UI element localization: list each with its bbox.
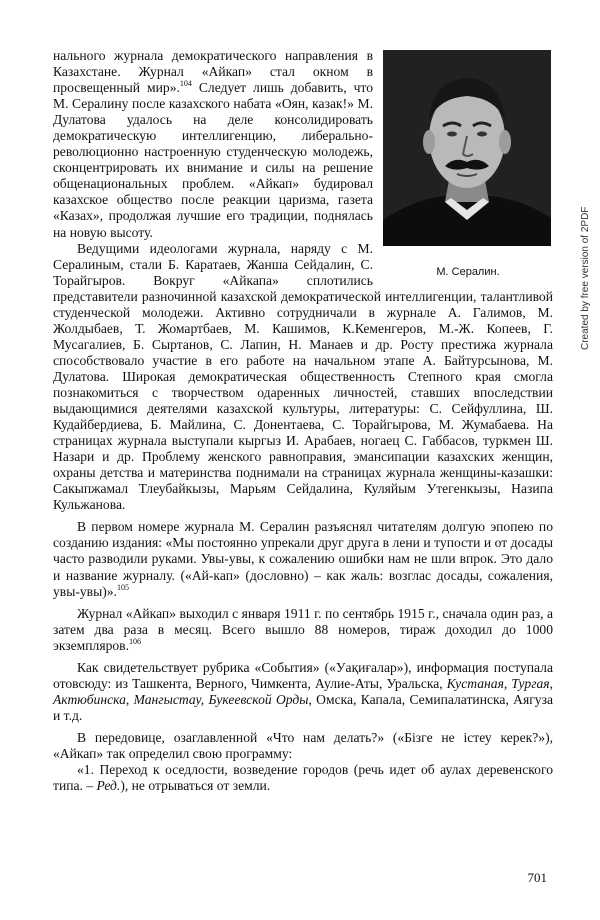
portrait-image xyxy=(383,50,551,246)
footnote-ref-106: 106 xyxy=(129,636,141,646)
footnote-ref-105: 105 xyxy=(116,582,129,592)
body-text xyxy=(53,48,553,794)
paragraph-4: Журнал «Айкап» выходил с января 1911 г. по сентябрь 1915 г., сначала один раз, а затем два раза в месяц. Всего вышло 88 номеров, тираж доходил до 1000 экземпляров.$^{106}$ xyxy=(53,605,553,653)
portrait-photo xyxy=(383,50,551,246)
footnote-ref-104: 104 xyxy=(179,79,192,89)
paragraph-1: нального журнала демократического направления в Казахстане. Журнал «Айкап» стал окном в просвещенный мир».$^{104}$ Следует лишь добавить, что М. Сералину после казахского набата «Оян, казак!» М. Дулатова удалось на деле консолидировать демократическую интеллигенцию, либерально-революционно настроенную студенческую молодежь, сконцентрировать их внимание и силы на решение общенациональных проблем. «Айкап» будировал казахское общество после реакции царизма, газета «Казах», продолжая лучшие его традиции, поднялась на новую высоту. xyxy=(53,48,373,240)
paragraph-2: Ведущими идеологами журнала, наряду с М. Сералиным, стали Б. Каратаев, Жанша Сейдалин, С. Торайгыров. Вокруг «Айкапа» сплотились представители разночинной казахской демократической интеллигенции, талантливой студенческой молодежи. Активно сотрудничали в журнале А. Галимов, М. Жолдыбаев, Т. Жомартбаев, М. Кашимов, К.Кеменгеров, М.-Ж. Копеев, Г. Мусагалиев, Б. Сыртанов, С. Лапин, Н. Манаев и др. Росту престижа журнала способствовало участие в его работе на начальном этапе А. Байтурсынова, М. Дулатова. Широкая демократическая общественность Степного края смогла познакомиться с творчеством одаренных личностей, ставших впоследствии выдающимися деятелями казахской культуры, литературы: С. Сейфуллина, Ш. Кудайбердиева, Б. Майлина, С. Донентаева, С. Торайгырова, М. Жумабаева. На страницах журнала выступали кыргыз И. Арабаев, ногаец С. Габбасов, туркмен Ш. Назари и др. Проблему женского равноправия, эмансипации казахских женщин, охраны детства и материнства поднимали на страницах журнала женщины-казашки: Сакыпжамал Тлеубайкызы, Марьям Сейдалина, Куляйым Утегенкызы, Назипа Кульжанова. xyxy=(53,240,553,513)
paragraph-6: В передовице, озаглавленной «Что нам делать?» («Бізге не істеу керек?»), «Айкап» так определил свою программу: xyxy=(53,729,553,761)
page-number: 701 xyxy=(527,870,547,885)
paragraph-5: Как свидетельствует рубрика «События» («Уақиғалар»), информация поступала отовсюду: из Ташкента, Верного, Чимкента, Аулие-Аты, Уральска, Кустаная, Тургая, Актюбинска, Мангыстау, Букеевской Орды, Омска, Капала, Семипалатинска, Аягуза и т.д. xyxy=(53,659,554,723)
watermark-text: Created by free version of 2PDF xyxy=(580,206,591,350)
paragraph-3: В первом номере журнала М. Сералин разъяснял читателям долгую эпопею по созданию издания: «Мы постоянно упрекали друг друга в лени и тупости и от досады часто разводили руками. Увы-увы, к сожалению ошибки нам не шли впрок. Это дало и название журналу. («Ай-кап» (дословно) – как жаль: возглас досады, сожаления, увы-увы)».$^{105}$ xyxy=(53,519,553,599)
paragraph-7: «1. Переход к оседлости, возведение городов (речь идет об аулах деревенского типа. – Ред.), не отрываться от земли. xyxy=(53,762,553,794)
portrait-figure xyxy=(383,50,553,280)
portrait-caption: М. Сералин. xyxy=(436,266,500,278)
